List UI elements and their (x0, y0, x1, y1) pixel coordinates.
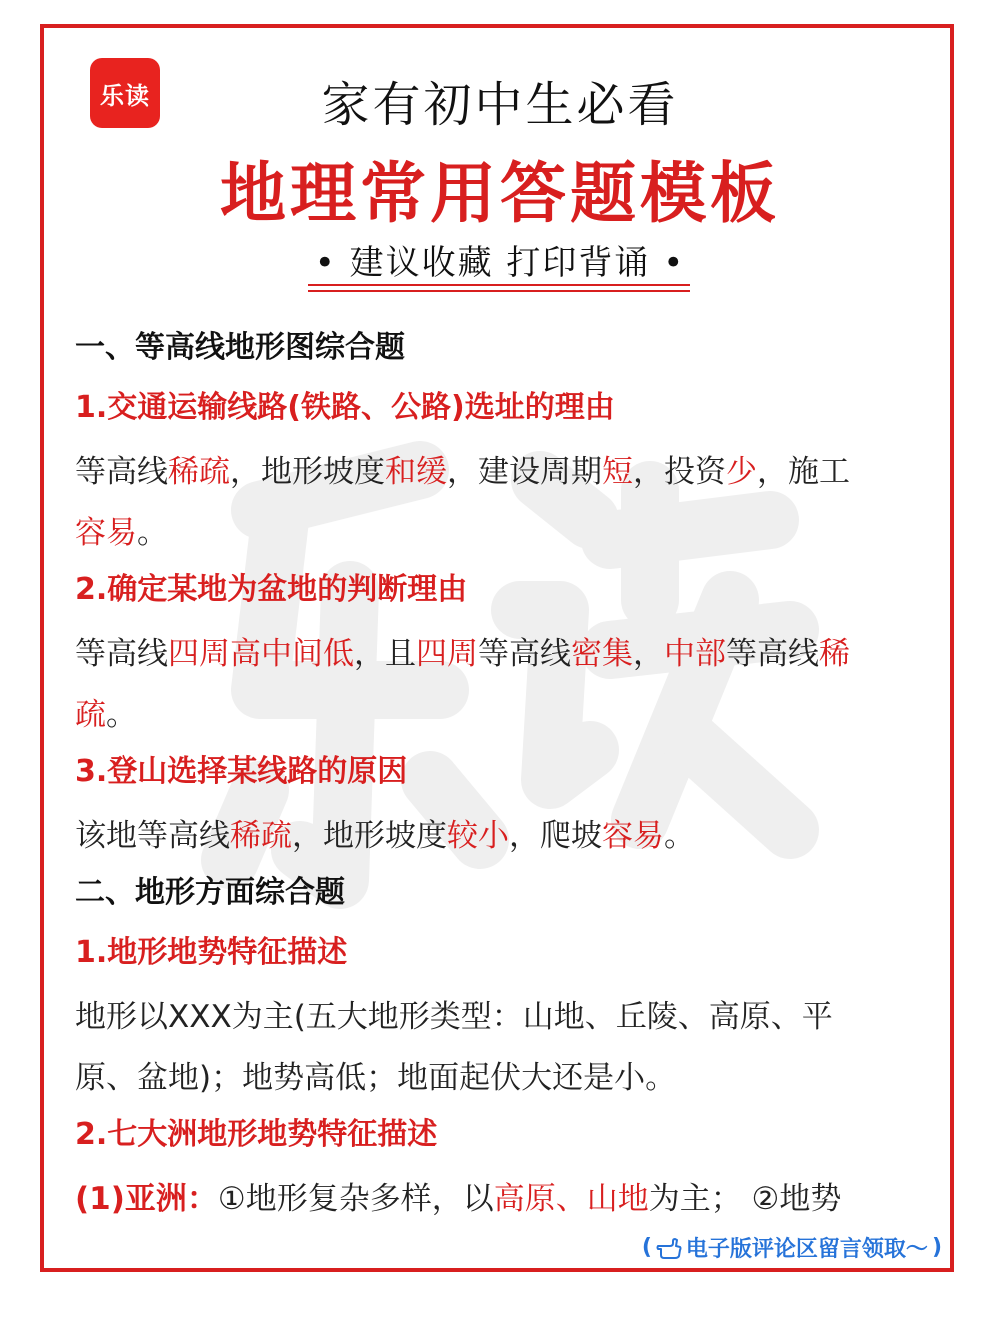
key-term: 四周高中间低 (168, 636, 354, 672)
text-segment: ，地形坡度 (292, 818, 447, 854)
text-segment: ，且 (354, 636, 416, 672)
s1-q1-title: 1.交通运输线路(铁路、公路)选址的理由 (75, 390, 615, 425)
subtitle-underline-bottom (308, 290, 690, 292)
key-term: 短 (602, 454, 633, 490)
pointing-hand-icon (656, 1237, 682, 1259)
key-term: 高原、山地 (493, 1181, 649, 1217)
s1-q2-answer (75, 624, 935, 746)
key-term: 稀疏 (230, 818, 292, 854)
section1-heading: 一、等高线地形图综合题 (75, 330, 405, 365)
subtitle-underline-top (308, 284, 690, 286)
text-segment: ， (633, 636, 664, 672)
s1-q1-answer (75, 442, 935, 564)
app-logo: 乐读 (90, 58, 160, 128)
s1-q1-line1 (75, 442, 935, 503)
text-segment: 。 (106, 697, 137, 733)
subtitle: • 建议收藏 打印背诵 • (314, 243, 686, 283)
s2-q1-line1: 地形以XXX为主(五大地形类型：山地、丘陵、高原、平 (75, 999, 833, 1035)
key-term: 稀疏 (168, 454, 230, 490)
footer-text: 电子版评论区留言领取～ (685, 1237, 928, 1262)
text-segment: 为主； ②地势 (648, 1181, 842, 1217)
s1-q2-line1 (75, 624, 935, 685)
key-term: 少 (726, 454, 757, 490)
text-segment: ，爬坡 (509, 818, 602, 854)
key-term: 疏 (75, 697, 106, 733)
continent-label: (1)亚洲： (75, 1181, 218, 1217)
text-segment: ①地形复杂多样，以 (217, 1181, 494, 1217)
key-term: 较小 (447, 818, 509, 854)
key-term: 容易 (602, 818, 664, 854)
s2-q1-title: 1.地形地势特征描述 (75, 935, 348, 970)
text-segment: 等高线 (75, 454, 168, 490)
s2-q2-line1 (75, 1169, 935, 1230)
page-title-line2: 地理常用答题模板 (220, 155, 780, 232)
s1-q3-line1 (75, 806, 935, 867)
key-term: 中部 (664, 636, 726, 672)
key-term: 和缓 (385, 454, 447, 490)
open-paren: ( (641, 1235, 652, 1260)
s1-q1-line2 (75, 503, 935, 564)
footer-note (642, 1232, 942, 1263)
s2-q1-answer (75, 987, 935, 1109)
key-term: 容易 (75, 515, 137, 551)
s2-q2-answer (75, 1169, 935, 1230)
key-term: 密集 (571, 636, 633, 672)
text-segment: ，投资 (633, 454, 726, 490)
text-segment: 等高线 (75, 636, 168, 672)
key-term: 四周 (416, 636, 478, 672)
content-body (75, 322, 935, 1230)
text-segment: 等高线 (478, 636, 571, 672)
s2-q1-line2: 原、盆地)；地势高低；地面起伏大还是小。 (75, 1060, 677, 1096)
text-segment: ，地形坡度 (230, 454, 385, 490)
s1-q2-title: 2.确定某地为盆地的判断理由 (75, 572, 468, 607)
s2-q2-title: 2.七大洲地形地势特征描述 (75, 1117, 438, 1152)
close-paren: ) (931, 1235, 942, 1260)
s1-q3-title: 3.登山选择某线路的原因 (75, 754, 408, 789)
text-segment: ，施工 (757, 454, 850, 490)
section2-heading: 二、地形方面综合题 (75, 875, 345, 910)
text-segment: 等高线 (726, 636, 819, 672)
text-segment: 。 (664, 818, 695, 854)
text-segment: 。 (137, 515, 168, 551)
text-segment: ，建设周期 (447, 454, 602, 490)
s1-q3-answer (75, 806, 935, 867)
text-segment: 该地等高线 (75, 818, 230, 854)
page-title-line1: 家有初中生必看 (321, 77, 679, 133)
key-term: 稀 (819, 636, 850, 672)
s1-q2-line2 (75, 685, 935, 746)
